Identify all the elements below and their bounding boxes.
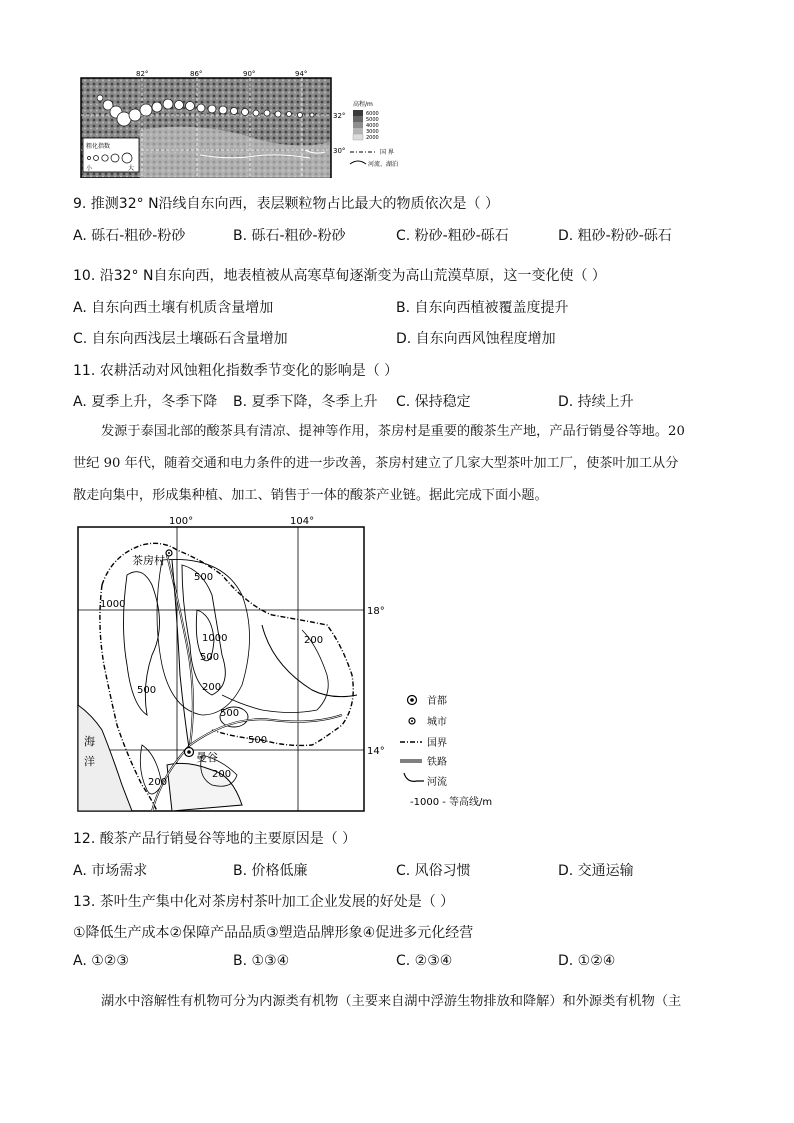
option-12c: C. 风俗习惯 xyxy=(396,863,471,879)
terrain-map-tibet xyxy=(80,70,420,178)
question-9: 9. 推测32° N沿线自东向西，表层颗粒物占比最大的物质依次是（ ） xyxy=(73,196,499,212)
elev-value: 5000 xyxy=(366,117,379,123)
contour-label: 500 xyxy=(200,652,220,663)
lat-label: 18° xyxy=(367,606,385,617)
passage-line: 世纪 90 年代，随着交通和电力条件的进一步改善，茶房村建立了几家大型茶叶加工厂，使茶叶加工从分 xyxy=(73,456,679,471)
option-11b: B. 夏季下降，冬季上升 xyxy=(233,394,378,410)
legend-railway: 铁路 xyxy=(427,757,447,768)
lon-label: 104° xyxy=(290,516,315,527)
passage-lake-organics xyxy=(73,986,713,1018)
passage-line: 散走向集中，形成集种植、加工、销售于一体的酸茶产业链。据此完成下面小题。 xyxy=(73,488,548,503)
village-label: 茶房村 xyxy=(132,554,165,567)
legend-river: 河流 xyxy=(427,777,447,788)
option-9a: A. 砾石-粗砂-粉砂 xyxy=(73,228,186,244)
option-12b: B. 价格低廉 xyxy=(233,863,308,879)
lon-label: 86° xyxy=(190,70,203,78)
question-13: 13. 茶叶生产集中化对茶房村茶叶加工企业发展的好处是（ ） xyxy=(73,894,455,910)
lon-label: 82° xyxy=(136,70,149,78)
option-10d: D. 自东向西风蚀程度增加 xyxy=(396,331,556,347)
passage-line: 湖水中溶解性有机物可分为内源类有机物（主要来自湖中浮游生物排放和降解）和外源类有机物（主 xyxy=(101,994,682,1009)
option-9b: B. 砾石-粗砂-粉砂 xyxy=(233,228,346,244)
elev-value: 2000 xyxy=(366,135,379,141)
lat-label: 30° xyxy=(333,147,346,155)
contour-label: 1000 xyxy=(100,599,126,610)
sea-label: 洋 xyxy=(84,755,95,768)
elev-value: 3000 xyxy=(366,129,379,135)
bangkok-label: 曼谷 xyxy=(196,751,218,764)
contour-label: 200 xyxy=(148,777,168,788)
option-12d: D. 交通运输 xyxy=(558,863,634,879)
contour-label: 200 xyxy=(202,682,222,693)
sea-label: 海 xyxy=(84,735,95,748)
legend-large: 大 xyxy=(128,165,135,172)
option-13d: D. ①②④ xyxy=(558,953,616,969)
contour-label: 500 xyxy=(137,685,157,696)
option-11c: C. 保持稳定 xyxy=(396,394,471,410)
thailand-map xyxy=(72,515,502,815)
option-12a: A. 市场需求 xyxy=(73,863,148,879)
option-11a: A. 夏季上升，冬季下降 xyxy=(73,394,218,410)
contour-label: 200 xyxy=(304,635,324,646)
contour-label: 1000 xyxy=(202,633,228,644)
elev-value: 6000 xyxy=(366,111,379,117)
contour-label: 500 xyxy=(220,708,240,719)
option-9c: C. 粉砂-粗砂-砾石 xyxy=(396,228,509,244)
lon-label: 90° xyxy=(243,70,256,78)
passage-sour-tea xyxy=(73,416,713,512)
index-legend-title: 粗化指数 xyxy=(86,143,111,150)
lat-label: 32° xyxy=(333,112,346,120)
question-12: 12. 酸茶产品行销曼谷等地的主要原因是（ ） xyxy=(73,831,357,847)
option-9d: D. 粗砂-粉砂-砾石 xyxy=(558,228,672,244)
legend-border: 国界 xyxy=(427,738,447,749)
option-10b: B. 自东向西植被覆盖度提升 xyxy=(396,300,569,316)
option-13a: A. ①②③ xyxy=(73,953,129,969)
question-10: 10. 沿32° N自东向西，地表植被从高寒草甸逐渐变为高山荒漠草原，这一变化使（ ） xyxy=(73,268,606,284)
lat-label: 14° xyxy=(367,746,385,757)
legend-river: 河流、湖泊 xyxy=(368,161,399,168)
elev-legend-title: 高程/m xyxy=(353,101,373,108)
legend-small: 小 xyxy=(86,165,93,172)
legend-city: 城市 xyxy=(427,717,447,728)
legend-border: 国 界 xyxy=(380,149,394,156)
contour-label: 500 xyxy=(248,735,268,746)
lon-label: 94° xyxy=(295,70,308,78)
contour-label: 200 xyxy=(212,769,232,780)
question-11: 11. 农耕活动对风蚀粗化指数季节变化的影响是（ ） xyxy=(73,363,399,379)
option-13c: C. ②③④ xyxy=(396,953,453,969)
contour-label: 500 xyxy=(194,572,214,583)
legend-contour: -1000 - 等高线/m xyxy=(410,797,493,808)
option-13b: B. ①③④ xyxy=(233,953,290,969)
option-11d: D. 持续上升 xyxy=(558,394,634,410)
lon-label: 100° xyxy=(169,516,194,527)
option-10c: C. 自东向西浅层土壤砾石含量增加 xyxy=(73,331,288,347)
statement-list: ①降低生产成本②保障产品品质③塑造品牌形象④促进多元化经营 xyxy=(73,925,474,941)
option-10a: A. 自东向西土壤有机质含量增加 xyxy=(73,300,274,316)
elev-value: 4000 xyxy=(366,123,379,129)
passage-line: 发源于泰国北部的酸茶具有清凉、提神等作用，茶房村是重要的酸茶生产地，产品行销曼谷等地。20 xyxy=(101,424,685,439)
legend-capital: 首都 xyxy=(427,696,447,707)
